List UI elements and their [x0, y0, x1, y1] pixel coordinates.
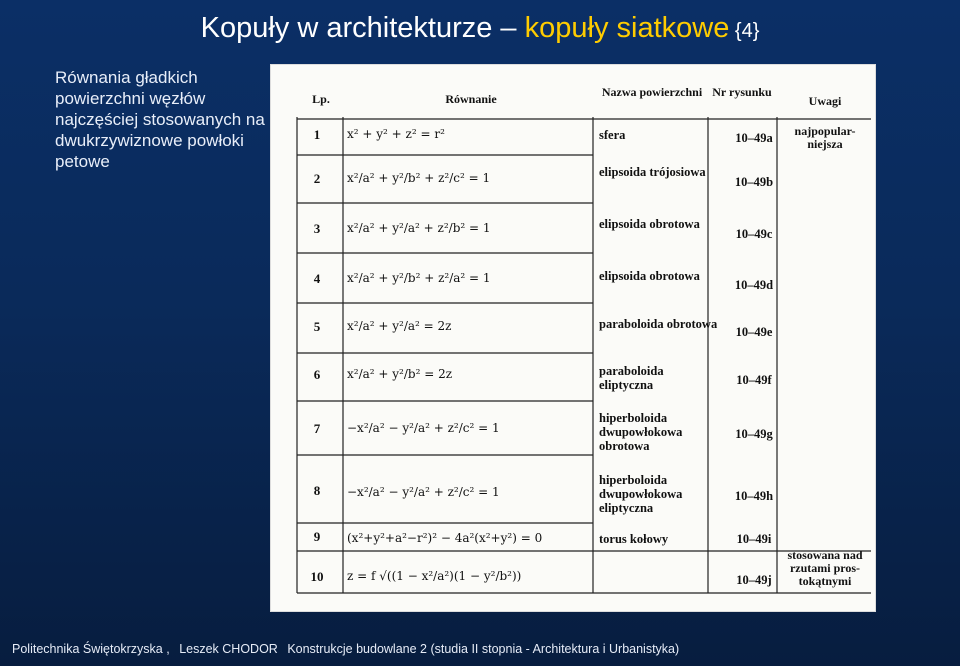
footer-institution: Politechnika Świętokrzyska ,: [12, 642, 170, 656]
footer: [12, 642, 685, 656]
row-1-nr: 10–49a: [735, 131, 773, 145]
row-4-nr: 10–49d: [734, 278, 774, 292]
footer-author: Leszek CHODOR: [179, 642, 278, 656]
equations-table: [270, 64, 876, 612]
row-8-nr: 10–49h: [734, 489, 774, 503]
row-9-name: torus kołowy: [599, 532, 669, 546]
header-equation: Równanie: [445, 92, 497, 106]
row-8-lp: 8: [313, 483, 321, 498]
row-4-name: elipsoida obrotowa: [599, 269, 700, 283]
row-6-equation: x²/a² + y²/b² = 2z: [347, 367, 453, 381]
slide-title-highlight: kopuły siatkowe: [524, 12, 730, 44]
row-3-equation: x²/a² + y²/a² + z²/b² = 1: [347, 221, 491, 235]
row-10-lp: 10: [310, 569, 324, 584]
row-5-equation: x²/a² + y²/a² = 2z: [347, 319, 452, 333]
row-9-lp: 9: [313, 529, 321, 544]
row-2-nr: 10–49b: [734, 175, 774, 189]
row-7-equation: −x²/a² − y²/a² + z²/c² = 1: [347, 421, 500, 435]
slide-title-number: {4}: [729, 20, 760, 42]
row-6-name: paraboloida eliptyczna: [599, 364, 664, 392]
row-4-equation: x²/a² + y²/b² + z²/a² = 1: [347, 271, 491, 285]
slide-title: [0, 10, 960, 49]
row-2-lp: 2: [313, 171, 321, 186]
row-8-name: hiperboloida dwupowłokowa eliptyczna: [599, 473, 683, 515]
side-description: Równania gładkich powierzchni węzłów najczęściej stosowanych na dwukrzywiznowe powłoki petowe: [55, 68, 265, 171]
header-name: Nazwa powierzchni: [601, 85, 703, 99]
row-7-name: hiperboloida dwupowłokowa obrotowa: [599, 411, 683, 453]
row-7-nr: 10–49g: [735, 427, 773, 441]
row-5-lp: 5: [313, 319, 321, 334]
row-1-lp: 1: [313, 127, 321, 142]
row-2-name: elipsoida trójosiowa: [599, 165, 706, 179]
row-1-equation: x² + y² + z² = r²: [347, 127, 445, 141]
row-3-name: elipsoida obrotowa: [599, 217, 700, 231]
row-9-remark: stosowana nad rzutami pros-tokątnymi: [787, 548, 863, 588]
row-1-name: sfera: [599, 128, 626, 142]
row-5-nr: 10–49e: [735, 325, 773, 339]
row-3-nr: 10–49c: [735, 227, 773, 241]
slide-title-main: Kopuły w architekturze –: [200, 12, 525, 44]
row-9-equation: (x²+y²+a²−r²)² − 4a²(x²+y²) = 0: [347, 531, 543, 545]
row-1-remark: najpopular-niejsza: [794, 124, 856, 151]
row-6-nr: 10–49f: [736, 373, 772, 387]
row-8-equation: −x²/a² − y²/a² + z²/c² = 1: [347, 485, 500, 499]
footer-course: Konstrukcje budowlane 2 (studia II stopnia - Architektura i Urbanistyka): [287, 642, 680, 656]
row-3-lp: 3: [313, 221, 321, 236]
row-5-name: paraboloida obrotowa: [599, 317, 718, 331]
header-remarks: Uwagi: [808, 94, 842, 108]
row-2-equation: x²/a² + y²/b² + z²/c² = 1: [347, 171, 491, 185]
header-lp: Lp.: [312, 92, 330, 106]
header-nr: Nr rysunku: [712, 85, 772, 99]
row-7-lp: 7: [313, 421, 321, 436]
row-10-equation: z = f √((1 − x²/a²)(1 − y²/b²)): [347, 569, 522, 583]
row-9-nr: 10–49i: [736, 532, 772, 546]
row-10-nr: 10–49j: [736, 573, 772, 587]
row-4-lp: 4: [313, 271, 321, 286]
row-6-lp: 6: [313, 367, 321, 382]
